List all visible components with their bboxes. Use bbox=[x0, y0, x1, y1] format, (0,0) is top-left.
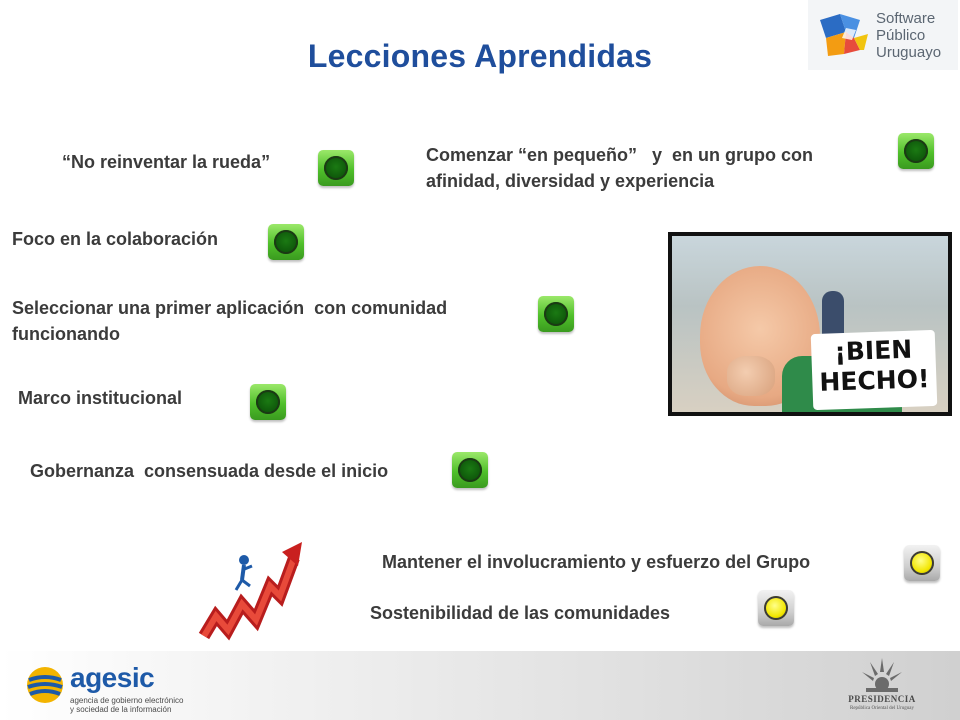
lesson-comenzar-line1: Comenzar “en pequeño” y en un grupo con bbox=[426, 145, 814, 165]
sun-emblem-icon bbox=[858, 654, 906, 694]
rising-arrow-icon bbox=[198, 540, 308, 650]
presidencia-logo bbox=[832, 652, 932, 718]
presidencia-name: PRESIDENCIA bbox=[848, 694, 916, 704]
agesic-subtitle-line2: y sociedad de la información bbox=[70, 705, 172, 714]
caption-line2: HECHO! bbox=[818, 364, 930, 397]
presidencia-subtitle: República Oriental del Uruguay bbox=[849, 706, 914, 711]
lesson-comenzar-line2: afinidad, diversidad y experiencia bbox=[426, 171, 715, 191]
slide-title: Lecciones Aprendidas bbox=[307, 38, 653, 74]
yellow-light-icon bbox=[904, 545, 940, 581]
spu-logo-line2: Público bbox=[876, 27, 926, 44]
software-publico-uruguayo-logo bbox=[808, 0, 958, 70]
agesic-name: agesic bbox=[70, 662, 155, 693]
lesson-seleccionar-line2: funcionando bbox=[12, 324, 120, 344]
agesic-globe-icon bbox=[24, 664, 66, 706]
caption-line1: ¡BIEN bbox=[833, 334, 913, 367]
lesson-gobernanza: Gobernanza consensuada desde el inicio bbox=[30, 461, 389, 481]
green-light-icon bbox=[250, 384, 286, 420]
lesson-seleccionar-line1: Seleccionar una primer aplicación con comunidad bbox=[12, 298, 448, 318]
lesson-sostenibilidad: Sostenibilidad de las comunidades bbox=[370, 603, 671, 623]
green-light-icon bbox=[268, 224, 304, 260]
lesson-foco-colaboracion: Foco en la colaboración bbox=[12, 229, 219, 249]
spu-logo-line1: Software bbox=[876, 10, 936, 27]
lesson-marco-institucional: Marco institucional bbox=[18, 388, 183, 408]
lesson-seleccionar-aplicacion bbox=[12, 295, 447, 347]
green-light-icon bbox=[452, 452, 488, 488]
green-light-icon bbox=[538, 296, 574, 332]
lesson-mantener-involucramiento: Mantener el involucramiento y esfuerzo del Grupo bbox=[382, 552, 811, 572]
spu-logo-line3: Uruguayo bbox=[876, 44, 942, 61]
green-light-icon bbox=[898, 133, 934, 169]
agesic-logo bbox=[24, 662, 224, 714]
agesic-subtitle bbox=[70, 696, 230, 714]
lesson-comenzar-en-pequeno bbox=[426, 142, 813, 194]
lesson-no-reinventar: “No reinventar la rueda” bbox=[62, 152, 271, 172]
yellow-light-icon bbox=[758, 590, 794, 626]
bien-hecho-caption bbox=[811, 330, 938, 410]
success-kid-photo bbox=[668, 232, 952, 416]
green-light-icon bbox=[318, 150, 354, 186]
agesic-subtitle-line1: agencia de gobierno electrónico bbox=[70, 696, 184, 705]
clenched-fist bbox=[727, 356, 775, 396]
software-publico-logo-icon bbox=[816, 10, 872, 62]
